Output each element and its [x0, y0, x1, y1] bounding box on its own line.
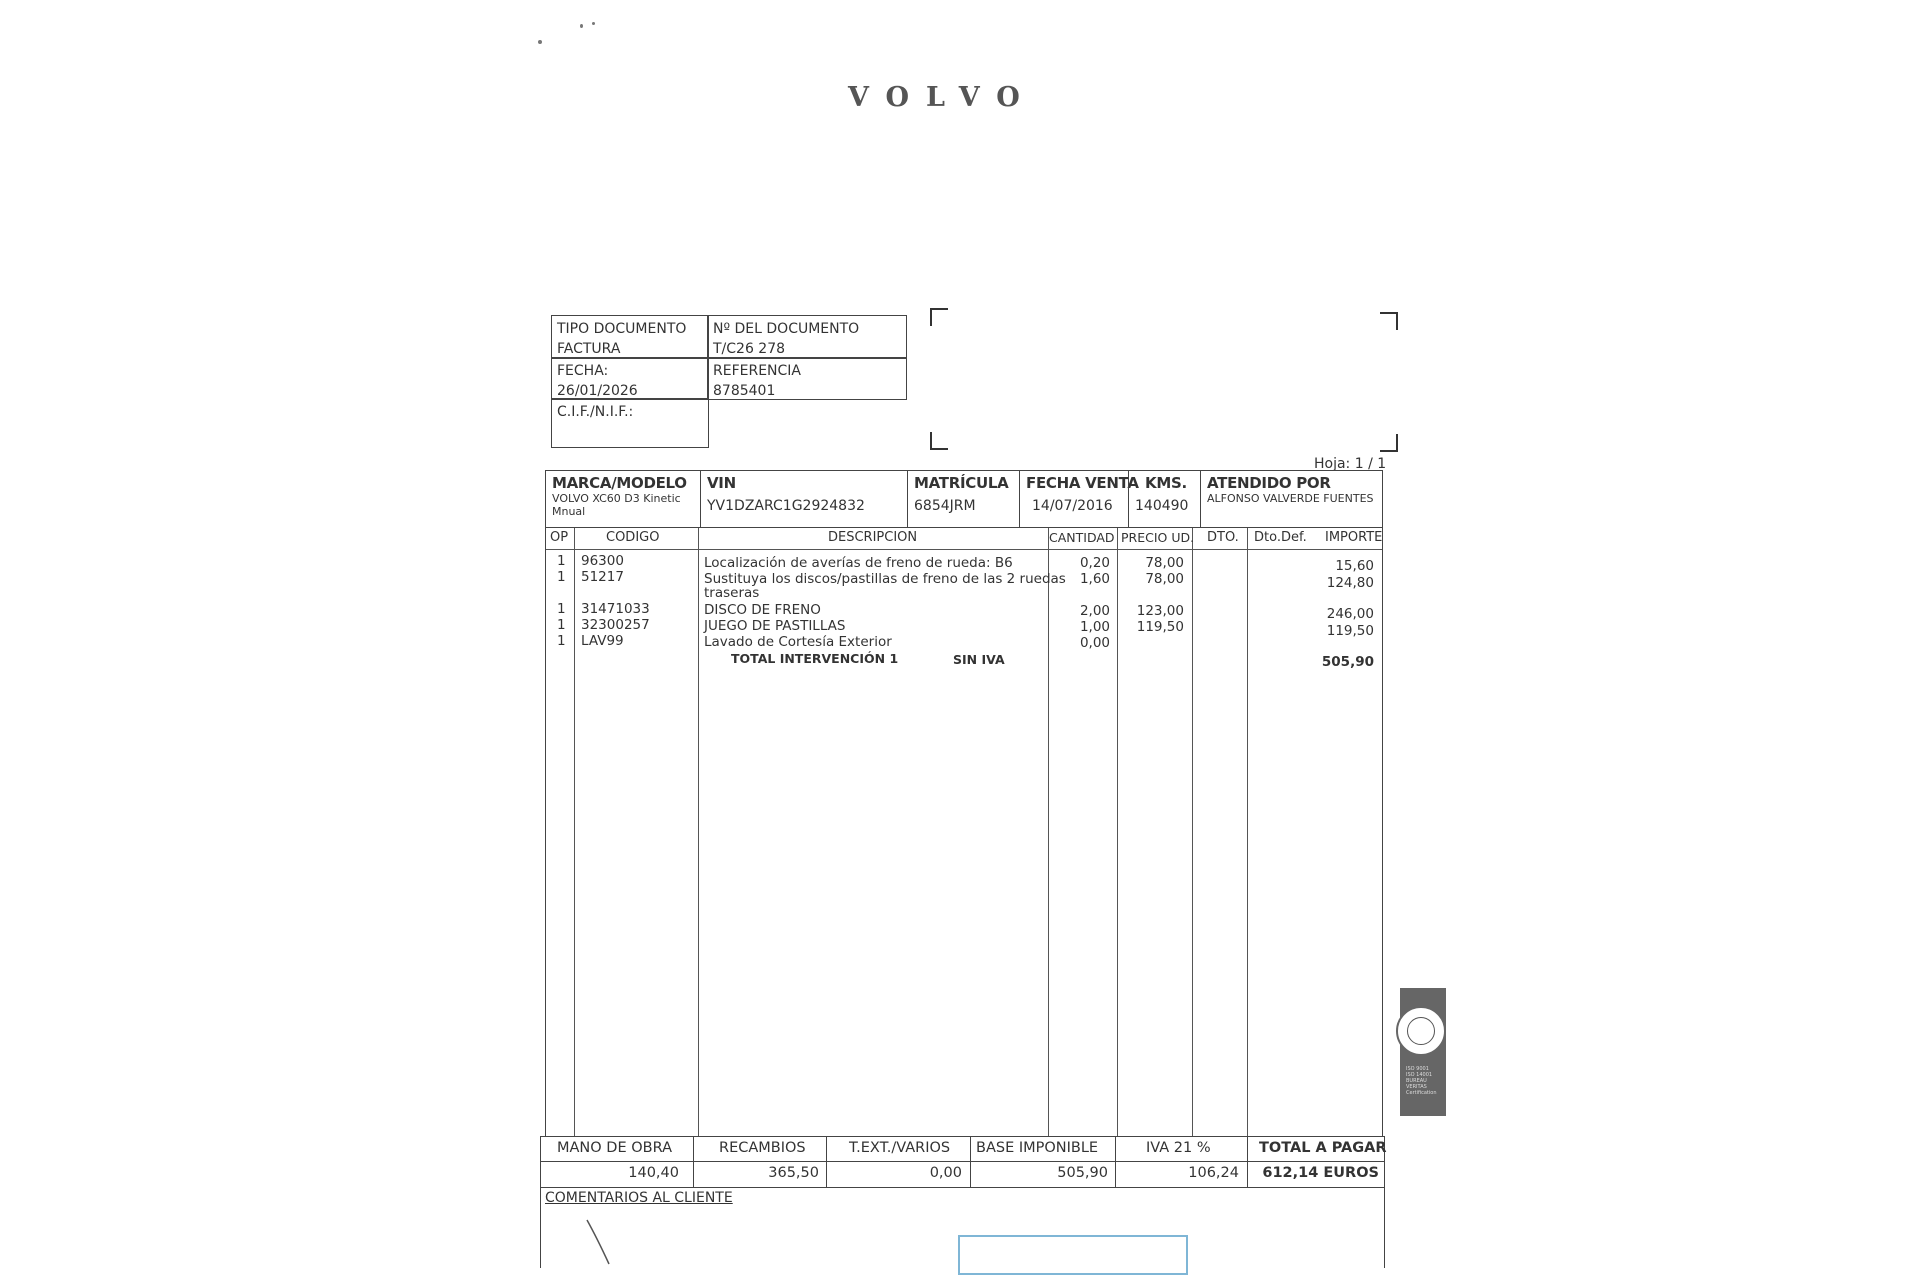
- row-importe: 15,60: [1335, 558, 1374, 574]
- column-divider: [1117, 528, 1118, 1136]
- fecha-venta-label: FECHA VENTA: [1026, 474, 1139, 492]
- row-cantidad: 0,20: [1079, 555, 1110, 571]
- row-codigo: LAV99: [581, 633, 624, 649]
- referencia-value: 8785401: [713, 383, 776, 399]
- certification-text: [1406, 1066, 1440, 1096]
- kms-col: [1128, 471, 1201, 527]
- row-cantidad: 1,00: [1079, 619, 1110, 635]
- row-descripcion-2: traseras: [704, 585, 760, 601]
- recambios-label: RECAMBIOS: [719, 1140, 806, 1156]
- vin-col: [700, 471, 908, 527]
- matricula-col: [907, 471, 1020, 527]
- header-descripcion: DESCRIPCION: [828, 530, 918, 545]
- row-precio: 78,00: [1145, 571, 1184, 587]
- vin-label: VIN: [707, 474, 736, 492]
- header-precio: PRECIO UD.: [1121, 530, 1195, 545]
- numero-documento-value: T/C26 278: [713, 341, 786, 357]
- totals-divider: [541, 1161, 1384, 1162]
- matricula-label: MATRÍCULA: [914, 474, 1009, 492]
- row-codigo: 31471033: [581, 601, 650, 617]
- seal-inner-ring: [1407, 1017, 1435, 1045]
- certification-badge: [1400, 988, 1446, 1116]
- column-divider: [574, 528, 575, 1136]
- fecha-venta-value: 14/07/2016: [1032, 498, 1113, 514]
- certification-line: ISO 14001: [1406, 1072, 1433, 1078]
- cif-label: C.I.F./N.I.F.:: [557, 404, 634, 420]
- row-descripcion: Localización de averías de freno de rueda: B6: [704, 555, 1013, 571]
- column-divider: [1192, 528, 1193, 1136]
- column-divider: [1048, 528, 1049, 1136]
- header-dto-def: Dto.Def.: [1254, 530, 1307, 545]
- row-codigo: 51217: [581, 569, 624, 585]
- header-dto: DTO.: [1207, 530, 1239, 545]
- row-op: 1: [557, 601, 566, 617]
- column-divider: [698, 528, 699, 1136]
- matricula-value: 6854JRM: [914, 498, 976, 514]
- numero-documento-cell: [707, 315, 907, 359]
- column-divider: [1247, 528, 1248, 1136]
- row-op: 1: [557, 633, 566, 649]
- tipo-documento-cell: [551, 315, 709, 359]
- certification-line: BUREAU VERITAS: [1406, 1078, 1427, 1090]
- address-window-corner: [1380, 434, 1398, 452]
- row-op: 1: [557, 617, 566, 633]
- intervention-tax-note: SIN IVA: [953, 652, 1005, 667]
- row-precio: 123,00: [1136, 603, 1184, 619]
- text-varios-value: 0,00: [929, 1165, 962, 1181]
- row-importe: 119,50: [1326, 623, 1374, 639]
- address-window-corner: [1380, 312, 1398, 330]
- total-pagar-value: 612,14 EUROS: [1262, 1165, 1379, 1181]
- totals-table: [540, 1136, 1385, 1188]
- marca-modelo-label: MARCA/MODELO: [552, 474, 687, 492]
- header-op: OP: [550, 530, 569, 545]
- row-codigo: 32300257: [581, 617, 650, 633]
- row-codigo: 96300: [581, 553, 624, 569]
- intervention-total-label: TOTAL INTERVENCIÓN 1: [731, 651, 899, 666]
- row-cantidad: 0,00: [1079, 635, 1110, 651]
- vin-value: YV1DZARC1G2924832: [707, 498, 865, 514]
- referencia-label: REFERENCIA: [713, 363, 801, 379]
- pen-mark: [585, 1218, 615, 1268]
- row-cantidad: 2,00: [1079, 603, 1110, 619]
- row-precio: 78,00: [1145, 555, 1184, 571]
- atendido-col: [1200, 471, 1382, 527]
- row-descripcion: Sustituya los discos/pastillas de freno de las 2 ruedas: [704, 571, 1066, 587]
- numero-documento-label: Nº DEL DOCUMENTO: [713, 321, 860, 337]
- base-imponible-label: BASE IMPONIBLE: [976, 1140, 1099, 1156]
- address-window-corner: [930, 308, 948, 326]
- row-precio: 119,50: [1136, 619, 1184, 635]
- fecha-cell: [551, 357, 709, 400]
- iva-value: 106,24: [1188, 1165, 1239, 1181]
- referencia-cell: [707, 357, 907, 400]
- header-cantidad: CANTIDAD: [1049, 530, 1115, 545]
- mano-obra-value: 140,40: [628, 1165, 679, 1181]
- atendido-value: ALFONSO VALVERDE FUENTES: [1207, 492, 1374, 505]
- certification-line: Certification: [1406, 1090, 1437, 1096]
- invoice-lines-table: [545, 527, 1383, 1137]
- page-number: Hoja: 1 / 1: [1314, 456, 1387, 472]
- base-imponible-value: 505,90: [1057, 1165, 1108, 1181]
- tipo-documento-label: TIPO DOCUMENTO: [557, 321, 687, 337]
- kms-label: KMS.: [1145, 474, 1187, 492]
- marca-modelo-value: VOLVO XC60 D3 Kinetic: [552, 492, 681, 505]
- iva-label: IVA 21 %: [1146, 1140, 1211, 1156]
- header-codigo: CODIGO: [606, 530, 660, 545]
- marca-modelo-col: [546, 471, 701, 527]
- fecha-value: 26/01/2026: [557, 383, 638, 399]
- row-descripcion: JUEGO DE PASTILLAS: [704, 618, 846, 634]
- certification-seal-icon: [1396, 1006, 1446, 1056]
- fecha-venta-col: [1019, 471, 1139, 527]
- row-descripcion: Lavado de Cortesía Exterior: [704, 634, 892, 650]
- scan-speck: [538, 40, 542, 44]
- kms-value: 140490: [1135, 498, 1189, 514]
- atendido-label: ATENDIDO POR: [1207, 474, 1331, 492]
- total-pagar-label: TOTAL A PAGAR: [1259, 1140, 1387, 1156]
- stamp: [958, 1235, 1188, 1275]
- fecha-label: FECHA:: [557, 363, 609, 379]
- scan-speck: [592, 22, 595, 25]
- comments-label: COMENTARIOS AL CLIENTE: [545, 1190, 733, 1206]
- tipo-documento-value: FACTURA: [557, 341, 621, 357]
- address-window-corner: [930, 432, 948, 450]
- row-op: 1: [557, 569, 566, 585]
- recambios-value: 365,50: [768, 1165, 819, 1181]
- row-importe: 246,00: [1326, 606, 1374, 622]
- row-importe: 124,80: [1326, 575, 1374, 591]
- row-op: 1: [557, 553, 566, 569]
- row-cantidad: 1,60: [1079, 571, 1110, 587]
- cif-cell: [551, 398, 709, 448]
- certification-line: ISO 9001: [1406, 1066, 1429, 1072]
- mano-obra-label: MANO DE OBRA: [557, 1140, 673, 1156]
- vehicle-info-row: [545, 470, 1383, 528]
- scan-speck: [580, 24, 583, 28]
- row-descripcion: DISCO DE FRENO: [704, 602, 821, 618]
- volvo-logo: VOLVO: [848, 82, 1037, 113]
- marca-modelo-value-2: Mnual: [552, 505, 586, 518]
- header-importe: IMPORTE: [1325, 530, 1383, 545]
- header-divider: [546, 549, 1382, 550]
- text-varios-label: T.EXT./VARIOS: [849, 1140, 951, 1156]
- intervention-total-value: 505,90: [1321, 654, 1374, 670]
